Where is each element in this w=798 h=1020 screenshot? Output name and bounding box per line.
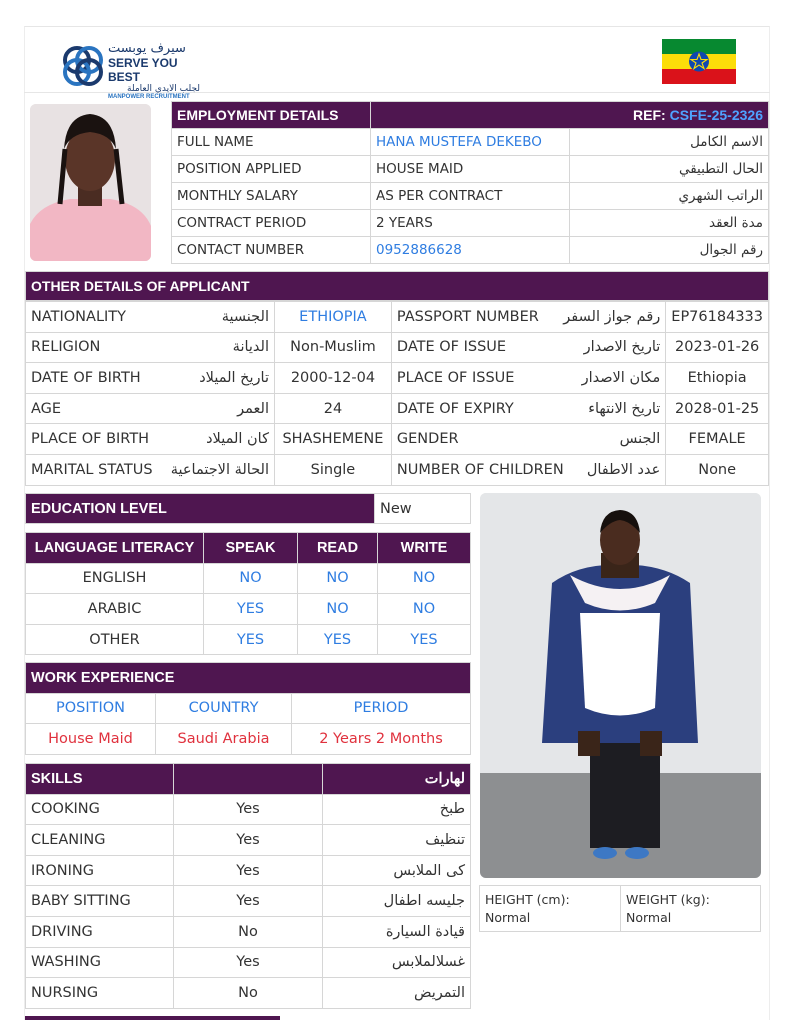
table-row — [26, 302, 769, 333]
field-label-arabic: الحالة الاجتماعية — [170, 461, 269, 478]
table-row — [26, 855, 471, 886]
logo-arabic-sub: لجلب الايدي العاملة — [127, 84, 200, 94]
table-row — [172, 183, 769, 210]
company-logo — [60, 41, 200, 100]
write-value: NO — [378, 563, 471, 594]
field-label-cell — [391, 363, 665, 394]
table-row — [26, 563, 471, 594]
ref-cell — [371, 102, 769, 129]
field-label: CONTACT NUMBER — [172, 237, 371, 264]
field-label-cell — [391, 424, 665, 455]
skill-value: No — [174, 916, 323, 947]
field-label-cell — [391, 454, 665, 485]
table-row — [26, 424, 769, 455]
skill-name-arabic: جليسه اطفال — [323, 886, 471, 917]
field-label: POSITION APPLIED — [172, 156, 371, 183]
field-label-arabic: الديانة — [232, 339, 269, 356]
weight-cell — [621, 886, 761, 932]
field-label-arabic: الجنسية — [221, 308, 269, 325]
speak-value: NO — [204, 563, 298, 594]
ref-value: CSFE-25-2326 — [669, 107, 763, 123]
skill-name: IRONING — [26, 855, 174, 886]
field-label-arabic: تاريخ الاصدار — [583, 339, 661, 356]
other-details-title: OTHER DETAILS OF APPLICANT — [26, 272, 769, 301]
field-value: Single — [275, 454, 392, 485]
work-position: House Maid — [26, 724, 156, 755]
skill-name-arabic: كى الملابس — [323, 855, 471, 886]
field-label-arabic: الحال التطبيقي — [570, 156, 769, 183]
weight-label: WEIGHT (kg): — [626, 891, 710, 907]
field-label-cell — [391, 332, 665, 363]
skill-value: Yes — [174, 825, 323, 856]
field-label: FULL NAME — [172, 129, 371, 156]
field-value: AS PER CONTRACT — [371, 183, 570, 210]
other-details-header — [25, 271, 769, 301]
skill-name: BABY SITTING — [26, 886, 174, 917]
skill-name: CLEANING — [26, 825, 174, 856]
field-label: MARITAL STATUS — [31, 461, 153, 478]
skill-name-arabic: طبخ — [323, 794, 471, 825]
education-value: New — [375, 494, 471, 524]
skills-title-arabic: لهارات — [323, 764, 471, 795]
field-value: 2023-01-26 — [666, 332, 769, 363]
field-label: PLACE OF ISSUE — [396, 369, 515, 386]
field-label-cell — [26, 424, 275, 455]
field-value: EP76184333 — [666, 302, 769, 333]
field-label-cell — [391, 393, 665, 424]
logo-arabic: سيرف يوبست — [108, 41, 186, 56]
cv-header — [24, 27, 770, 100]
field-label-arabic: تاريخ الانتهاء — [588, 400, 661, 417]
field-label: NATIONALITY — [31, 308, 127, 325]
work-period-header: PERIOD — [292, 693, 471, 724]
table-row — [172, 129, 769, 156]
table-row — [26, 825, 471, 856]
field-label: GENDER — [396, 431, 459, 448]
field-label: CONTRACT PERIOD — [172, 210, 371, 237]
skills-title: SKILLS — [26, 764, 174, 795]
work-position-header: POSITION — [26, 693, 156, 724]
field-label-cell — [26, 302, 275, 333]
field-label: DATE OF EXPIRY — [396, 400, 514, 417]
write-value: NO — [378, 594, 471, 625]
field-value: Ethiopia — [666, 363, 769, 394]
field-label: PLACE OF BIRTH — [31, 431, 150, 448]
skill-value: Yes — [174, 794, 323, 825]
read-value: YES — [298, 624, 378, 655]
table-row — [26, 947, 471, 978]
field-label-cell — [391, 302, 665, 333]
field-value: 0952886628 — [371, 237, 570, 264]
field-label: DATE OF ISSUE — [396, 339, 507, 356]
field-label-arabic: مدة العقد — [570, 210, 769, 237]
field-label: PASSPORT NUMBER — [396, 308, 539, 325]
education-title: EDUCATION LEVEL — [26, 494, 375, 524]
read-value: NO — [298, 563, 378, 594]
table-row — [26, 916, 471, 947]
field-label-arabic: مكان الاصدار — [581, 369, 661, 386]
height-value: Normal — [485, 909, 531, 925]
table-row — [26, 363, 769, 394]
skill-value: Yes — [174, 886, 323, 917]
table-row — [26, 724, 471, 755]
field-label: MONTHLY SALARY — [172, 183, 371, 210]
skill-name-arabic: تنظيف — [323, 825, 471, 856]
field-label: AGE — [31, 400, 62, 417]
field-label: RELIGION — [31, 339, 101, 356]
table-row — [26, 594, 471, 625]
field-label-arabic: الاسم الكامل — [570, 129, 769, 156]
work-country-header: COUNTRY — [156, 693, 292, 724]
work-period: 2 Years 2 Months — [292, 724, 471, 755]
table-row — [26, 794, 471, 825]
field-label-arabic: كان الميلاد — [206, 431, 269, 448]
work-experience-title: WORK EXPERIENCE — [26, 663, 471, 694]
skills-header-blank — [174, 764, 323, 795]
read-header: READ — [298, 533, 378, 564]
skill-name-arabic: غسلالملابس — [323, 947, 471, 978]
skill-name-arabic: قيادة السيارة — [323, 916, 471, 947]
field-value: HOUSE MAID — [371, 156, 570, 183]
field-value: FEMALE — [666, 424, 769, 455]
work-country: Saudi Arabia — [156, 724, 292, 755]
table-row — [26, 978, 471, 1009]
field-label-cell — [26, 393, 275, 424]
height-label: HEIGHT (cm): — [485, 891, 570, 907]
field-value: 24 — [275, 393, 392, 424]
applicant-portrait-photo — [30, 104, 151, 261]
field-label-cell — [26, 363, 275, 394]
table-row — [172, 156, 769, 183]
language-name: OTHER — [26, 624, 204, 655]
write-value: YES — [378, 624, 471, 655]
logo-knot-icon — [60, 43, 106, 89]
employment-details-table — [171, 101, 769, 264]
field-label-arabic: رقم جواز السفر — [563, 308, 661, 325]
language-name: ENGLISH — [26, 563, 204, 594]
ethiopia-flag-icon — [662, 39, 736, 84]
skill-value: No — [174, 978, 323, 1009]
skill-value: Yes — [174, 947, 323, 978]
education-table — [25, 493, 471, 524]
field-label-arabic: العمر — [237, 400, 269, 417]
language-name: ARABIC — [26, 594, 204, 625]
language-table — [25, 532, 471, 655]
skill-value: Yes — [174, 855, 323, 886]
table-row — [26, 624, 471, 655]
ref-label: REF: — [633, 107, 666, 123]
table-row — [26, 332, 769, 363]
table-row — [172, 210, 769, 237]
skill-name: DRIVING — [26, 916, 174, 947]
field-label: NUMBER OF CHILDREN — [396, 461, 564, 478]
footer-divider — [25, 1016, 280, 1020]
field-value: 2000-12-04 — [275, 363, 392, 394]
write-header: WRITE — [378, 533, 471, 564]
height-cell — [480, 886, 621, 932]
speak-value: YES — [204, 624, 298, 655]
read-value: NO — [298, 594, 378, 625]
logo-english: SERVE YOU BEST — [108, 56, 178, 84]
field-label: DATE OF BIRTH — [31, 369, 141, 386]
measurements-table — [479, 885, 761, 932]
field-value: 2 YEARS — [371, 210, 570, 237]
applicant-full-body-photo — [480, 493, 761, 878]
table-row — [26, 454, 769, 485]
skill-name: COOKING — [26, 794, 174, 825]
weight-value: Normal — [626, 909, 672, 925]
field-value: 2028-01-25 — [666, 393, 769, 424]
field-label-arabic: الراتب الشهري — [570, 183, 769, 210]
logo-subtitle: MANPOWER RECRUITMENT — [108, 94, 190, 100]
field-label-arabic: عدد الاطفال — [586, 461, 661, 478]
field-value: None — [666, 454, 769, 485]
field-label-cell — [26, 332, 275, 363]
field-value: Non-Muslim — [275, 332, 392, 363]
skill-name-arabic: التمريض — [323, 978, 471, 1009]
field-value: ETHIOPIA — [275, 302, 392, 333]
speak-value: YES — [204, 594, 298, 625]
skill-name: WASHING — [26, 947, 174, 978]
field-label-arabic: الجنس — [619, 431, 661, 448]
speak-header: SPEAK — [204, 533, 298, 564]
language-header: LANGUAGE LITERACY — [26, 533, 204, 564]
field-label-cell — [26, 454, 275, 485]
table-row — [26, 393, 769, 424]
employment-title: EMPLOYMENT DETAILS — [172, 102, 371, 129]
skills-table — [25, 763, 471, 1009]
field-label-arabic: تاريخ الميلاد — [199, 369, 269, 386]
field-value: HANA MUSTEFA DEKEBO — [371, 129, 570, 156]
work-experience-table — [25, 662, 471, 755]
skill-name: NURSING — [26, 978, 174, 1009]
table-row — [172, 237, 769, 264]
field-label-arabic: رقم الجوال — [570, 237, 769, 264]
table-row — [26, 886, 471, 917]
other-details-table — [25, 301, 769, 486]
field-value: SHASHEMENE — [275, 424, 392, 455]
